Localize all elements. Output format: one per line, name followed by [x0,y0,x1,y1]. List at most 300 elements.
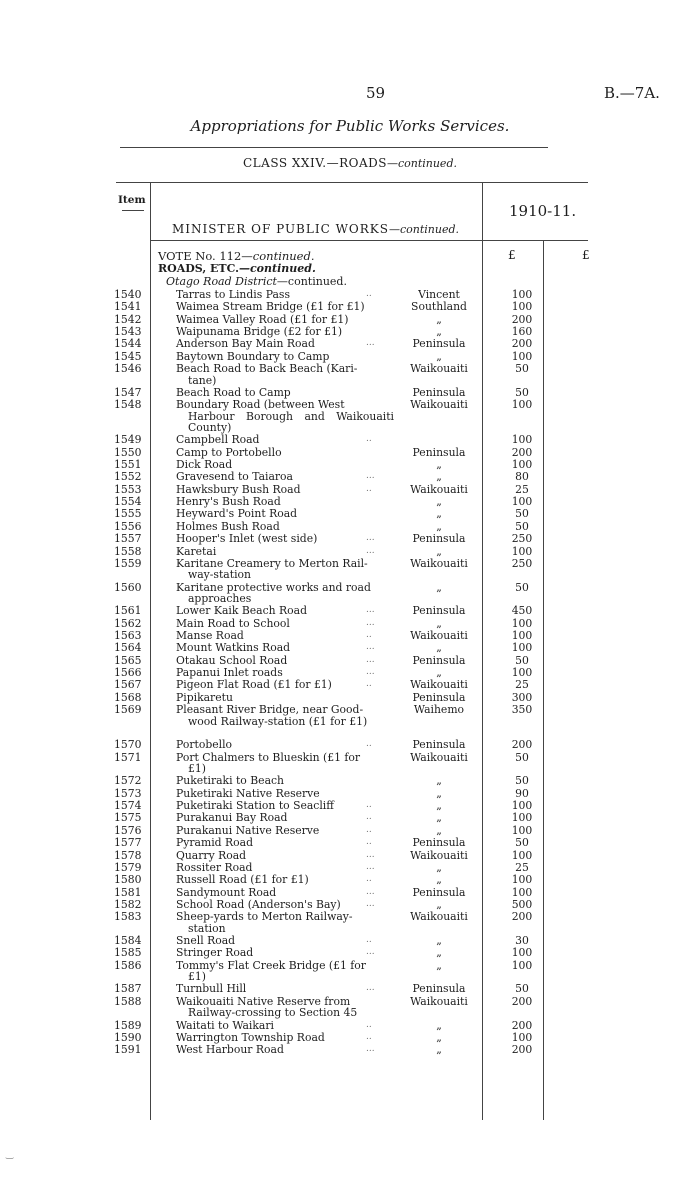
road-name-cell [176,387,394,398]
amount-value: 100 [511,811,533,825]
county-name: „ [436,616,442,630]
road-name-cell [176,558,394,581]
road-name: Boundary Road (between West [176,398,345,412]
amount-value: 50 [515,774,529,788]
road-name-cell [176,983,394,994]
amount-value: 100 [511,946,533,960]
item-number: 1551 [114,458,142,472]
leader-dots: .. [366,874,372,885]
road-name: Waitati to Waikari [176,1018,274,1032]
item-number: 1553 [114,482,142,496]
amount-value: 100 [511,823,533,837]
leader-dots: ... [366,533,375,544]
road-name: School Road (Anderson's Bay) [176,897,341,911]
county-name: „ [436,458,442,472]
road-name-cell [176,960,394,983]
county-name: „ [436,666,442,680]
road-name: Purakanui Native Reserve [176,823,320,837]
amount-value: 100 [511,398,533,412]
road-name-cell [176,1044,394,1055]
road-name-cell [176,642,394,653]
item-number: 1584 [114,934,142,947]
item-number: 1578 [114,848,142,862]
road-name: Karetai [176,544,217,558]
road-name-continued: Harbour Borough and Waikouaiti County) [188,409,394,434]
item-number: 1572 [114,774,142,788]
road-name: Papanui Inlet roads [176,666,283,680]
amount-value: 250 [511,532,533,546]
leader-dots: ... [366,1044,375,1055]
item-number: 1574 [114,799,142,813]
leader-dots: .. [366,935,372,945]
amount-value: 90 [515,786,529,800]
road-name-cell [176,496,394,507]
road-name: Waimea Valley Road (£1 for £1) [176,312,349,326]
county-name: Waikouaiti [410,556,468,570]
class-title-main: CLASS XXIV.—ROADS [243,156,387,170]
road-name: Tarras to Lindis Pass [176,288,291,301]
road-name: Pyramid Road [176,836,253,850]
district-heading-main: Otago Road District [166,275,277,288]
leader-dots: ... [366,849,375,860]
item-number: 1549 [114,433,142,447]
road-name-cell [176,546,394,557]
county-name: „ [436,934,442,947]
road-name-cell [176,935,394,946]
road-name-cell [176,533,394,544]
amount-value: 200 [511,994,533,1008]
item-number: 1577 [114,836,142,850]
road-name-cell [176,399,394,433]
road-name-cell [176,837,394,848]
roads-heading-continued: —continued. [238,262,316,275]
amount-value: 100 [511,641,533,655]
vote-heading-continued: —continued. [241,249,315,263]
road-name: Tommy's Flat Creek Bridge (£1 for [176,958,366,972]
road-name-cell [176,800,394,811]
item-number: 1573 [114,786,142,800]
class-title [0,156,700,170]
county-name: „ [436,641,442,655]
amount-value: 100 [511,958,533,972]
county-name: „ [436,312,442,326]
road-name: Hooper's Inlet (west side) [176,532,318,546]
item-number: 1554 [114,495,142,509]
item-number: 1544 [114,337,142,351]
road-name-cell [176,752,394,775]
page-title: Appropriations for Public Works Services. [190,117,510,135]
item-number: 1590 [114,1030,142,1044]
amount-value: 50 [515,519,529,533]
roads-heading-main: ROADS, ETC. [158,262,239,275]
item-number: 1561 [114,604,142,618]
county-name: Peninsula [412,445,466,459]
leader-dots: ... [366,471,375,482]
leader-dots: ... [366,861,375,872]
amount-value: 100 [511,799,533,813]
road-name-cell [176,508,394,519]
road-name-cell [176,582,394,605]
road-name-continued: station [188,921,226,935]
road-name: Sandymount Road [176,885,277,899]
item-number: 1552 [114,470,142,484]
item-number: 1588 [114,994,142,1008]
road-name-continued: £1) [188,762,206,776]
road-name: Warrington Township Road [176,1030,325,1044]
amount-value: 50 [515,385,529,399]
county-name: Waikouaiti [410,910,468,924]
road-name-cell [176,471,394,482]
county-name: Waikouaiti [410,848,468,862]
road-name: Lower Kaik Beach Road [176,604,307,618]
header-rule [150,240,588,241]
amount-value: 50 [515,750,529,764]
leader-dots: ... [366,667,375,678]
road-name-cell [176,314,394,325]
road-name: Heyward's Point Road [176,507,298,521]
road-name: Russell Road (£1 for £1) [176,873,309,887]
amount-value: 200 [511,337,533,351]
amount-value: 100 [511,666,533,680]
road-name-cell [176,825,394,836]
road-name: Hawksbury Bush Road [176,482,301,496]
amount-value: 100 [511,873,533,887]
item-number: 1559 [114,556,142,570]
road-name: Holmes Bush Road [176,519,280,533]
road-name-cell [176,996,394,1019]
year-column-header: 1910-11. [509,202,577,220]
item-number: 1563 [114,629,142,643]
county-name: „ [436,495,442,509]
amount-value: 300 [511,690,533,704]
amount-value: 100 [511,1030,533,1044]
leader-dots: .. [366,289,372,299]
road-name-cell [176,775,394,786]
amount-value: 100 [511,349,533,363]
county-name: „ [436,470,442,484]
road-name-cell [176,630,394,641]
county-name: „ [436,325,442,339]
leader-dots: .. [366,1031,372,1042]
county-name: „ [436,774,442,788]
road-name: Pigeon Flat Road (£1 for £1) [176,678,332,692]
item-number: 1565 [114,653,142,667]
item-number: 1543 [114,325,142,339]
road-name: Dick Road [176,458,233,472]
road-name-cell [176,788,394,799]
leader-dots: ... [366,617,375,628]
county-name: Waikouaiti [410,482,468,496]
amount-value: 100 [511,288,533,301]
item-number: 1575 [114,811,142,825]
road-name: Campbell Road [176,433,260,447]
amount-value: 200 [511,445,533,459]
leader-dots: .. [366,812,372,823]
road-name-cell [176,301,394,312]
item-number: 1581 [114,885,142,899]
road-name-continued: approaches [188,592,252,605]
county-name: Peninsula [412,385,466,399]
minister-heading [172,222,459,236]
item-number: 1589 [114,1018,142,1032]
county-name: Peninsula [412,885,466,899]
amount-value: 25 [515,860,529,874]
road-name: Puketiraki to Beach [176,774,285,788]
amount-value: 50 [515,507,529,521]
county-name: Waikouaiti [410,398,468,412]
item-number: 1540 [114,288,142,301]
item-number: 1585 [114,946,142,960]
amount-value: 25 [515,678,529,692]
roads-heading [158,262,316,275]
minister-heading-main: MINISTER OF PUBLIC WORKS [172,222,389,236]
road-name-cell [176,874,394,885]
leader-dots: ... [366,605,375,616]
item-number: 1583 [114,910,142,924]
table-top-rule [116,182,588,183]
road-name: Anderson Bay Main Road [176,337,315,351]
road-name: Beach Road to Camp [176,385,291,399]
road-name: Pipikaretu [176,690,233,704]
class-title-continued: —continued. [386,157,457,170]
road-name: Port Chalmers to Blueskin (£1 for [176,750,361,764]
district-heading-continued: —continued. [276,275,347,288]
leader-dots: ... [366,642,375,653]
leader-dots: ... [366,654,375,665]
item-number: 1557 [114,532,142,546]
county-name: „ [436,349,442,363]
road-name: Rossiter Road [176,860,253,874]
amount-value: 50 [515,580,529,594]
road-name: Manse Road [176,629,244,643]
vote-heading-main: VOTE No. 112 [158,249,242,263]
amount-value: 250 [511,556,533,570]
leader-dots: .. [366,739,372,750]
road-name-cell [176,739,394,750]
item-number: 1545 [114,349,142,363]
item-number: 1548 [114,398,142,412]
road-name-cell [176,899,394,910]
county-name: Waikouaiti [410,629,468,643]
county-name: „ [436,799,442,813]
county-name: Peninsula [412,532,466,546]
road-name-continued: £1) [188,970,206,984]
road-name: Puketiraki Station to Seacliff [176,799,334,813]
county-name: „ [436,544,442,558]
county-name: Waihemo [413,703,465,717]
road-name: Puketiraki Native Reserve [176,786,320,800]
road-name-cell [176,618,394,629]
road-name: Beach Road to Back Beach (Kari- [176,362,358,376]
road-name-cell [176,862,394,873]
road-name-cell [176,812,394,823]
road-name-cell [176,911,394,934]
county-name: Peninsula [412,836,466,850]
county-name: Waikouaiti [410,678,468,692]
amount-value: 100 [511,885,533,899]
road-name-cell [176,850,394,861]
road-name-cell [176,947,394,958]
leader-dots: ... [366,947,375,958]
road-name-cell [176,338,394,349]
county-name: „ [436,860,442,874]
road-name: Henry's Bush Road [176,495,281,509]
county-name: Peninsula [412,982,466,996]
amount-value: 25 [515,482,529,496]
county-name: „ [436,823,442,837]
county-name: „ [436,958,442,972]
minister-heading-continued: —continued. [388,223,460,236]
road-name: Quarry Road [176,848,247,862]
amount-value: 100 [511,616,533,630]
county-name: „ [436,946,442,960]
road-name: Waimea Stream Bridge (£1 for £1) [176,300,365,314]
item-number: 1547 [114,385,142,399]
county-name: „ [436,1043,442,1057]
currency-symbol-2: £ [582,248,590,262]
vote-heading [158,249,315,263]
item-number: 1570 [114,738,142,752]
amount-value: 500 [511,897,533,911]
county-name: Peninsula [412,337,466,351]
document-reference: B.—7A. [604,84,660,102]
road-name-cell [176,363,394,386]
road-name-cell [176,605,394,616]
road-name: Pleasant River Bridge, near Good- [176,703,364,717]
leader-dots: ... [366,983,375,994]
leader-dots: .. [366,483,372,494]
road-name-cell [176,447,394,458]
road-name: Snell Road [176,934,236,947]
district-heading [166,275,347,288]
item-number: 1560 [114,580,142,594]
item-number: 1586 [114,958,142,972]
amount-value: 200 [511,312,533,326]
leader-dots: .. [366,1019,372,1030]
item-header-underline [122,210,144,211]
road-name: Stringer Road [176,946,254,960]
road-name-cell [176,1032,394,1043]
amount-value: 200 [511,1043,533,1057]
county-name: „ [436,786,442,800]
amount-value: 50 [515,362,529,376]
road-name-cell [176,521,394,532]
item-number: 1567 [114,678,142,692]
road-name-cell [176,326,394,337]
county-name: Vincent [418,288,460,301]
county-name: Peninsula [412,604,466,618]
road-name: Waikouaiti Native Reserve from [176,994,351,1008]
road-name: Gravesend to Taiaroa [176,470,293,484]
county-name: „ [436,507,442,521]
amount-value: 200 [511,910,533,924]
item-number: 1558 [114,544,142,558]
item-number: 1587 [114,982,142,996]
leader-dots: ... [366,898,375,909]
road-name-cell [176,1020,394,1031]
road-name: Waipunama Bridge (£2 for £1) [176,325,343,339]
road-name: Sheep-yards to Merton Railway- [176,910,353,924]
road-name-cell [176,679,394,690]
road-name: Turnbull Hill [176,982,247,996]
item-number: 1555 [114,507,142,521]
amount-value: 100 [511,458,533,472]
county-name: „ [436,1030,442,1044]
item-number: 1562 [114,616,142,630]
amount-value: 160 [511,325,533,339]
amount-value: 50 [515,982,529,996]
item-number: 1580 [114,873,142,887]
road-name: Camp to Portobello [176,445,282,459]
road-name-cell [176,655,394,666]
item-number: 1542 [114,312,142,326]
currency-symbol-1: £ [508,248,516,262]
road-name: West Harbour Road [176,1043,284,1057]
item-column-rule [150,182,151,1120]
leader-dots: .. [366,824,372,835]
amount-value: 100 [511,433,533,447]
title-rule [120,147,548,148]
road-name-cell [176,887,394,898]
page-margin-mark: ‿ [6,1150,14,1160]
amount-value: 80 [515,470,529,484]
leader-dots: .. [366,837,372,848]
leader-dots: .. [366,800,372,811]
amount-value: 100 [511,300,533,314]
county-name: „ [436,811,442,825]
item-number: 1566 [114,666,142,680]
amount-value: 100 [511,495,533,509]
amount-value: 50 [515,836,529,850]
road-name: Otakau School Road [176,653,288,667]
amount-value: 200 [511,738,533,752]
item-column-header: Item [118,194,146,206]
county-name: „ [436,897,442,911]
amount-value: 30 [515,934,529,947]
county-name: Waikouaiti [410,362,468,376]
amount-value: 350 [511,703,533,717]
amount-value: 100 [511,848,533,862]
amount-value: 100 [511,544,533,558]
item-number: 1568 [114,690,142,704]
county-name: „ [436,873,442,887]
county-name: Peninsula [412,690,466,704]
page-number: 59 [366,84,386,102]
road-name-cell [176,704,394,727]
county-name: „ [436,580,442,594]
county-name: Peninsula [412,738,466,752]
road-name-cell [176,459,394,470]
road-name: Purakanui Bay Road [176,811,288,825]
road-name-cell [176,351,394,362]
road-name-cell [176,289,394,300]
leader-dots: .. [366,434,372,445]
road-name-cell [176,667,394,678]
county-name: „ [436,1018,442,1032]
county-name: „ [436,519,442,533]
amount-value: 200 [511,1018,533,1032]
leader-dots: ... [366,338,375,349]
road-name: Mount Watkins Road [176,641,291,655]
leader-dots: .. [366,679,372,690]
item-number: 1541 [114,300,142,314]
county-name: Waikouaiti [410,994,468,1008]
item-number: 1556 [114,519,142,533]
amount-value: 50 [515,653,529,667]
road-name-cell [176,484,394,495]
road-name-continued: wood Railway-station (£1 for £1) [188,714,368,728]
item-number: 1576 [114,823,142,837]
